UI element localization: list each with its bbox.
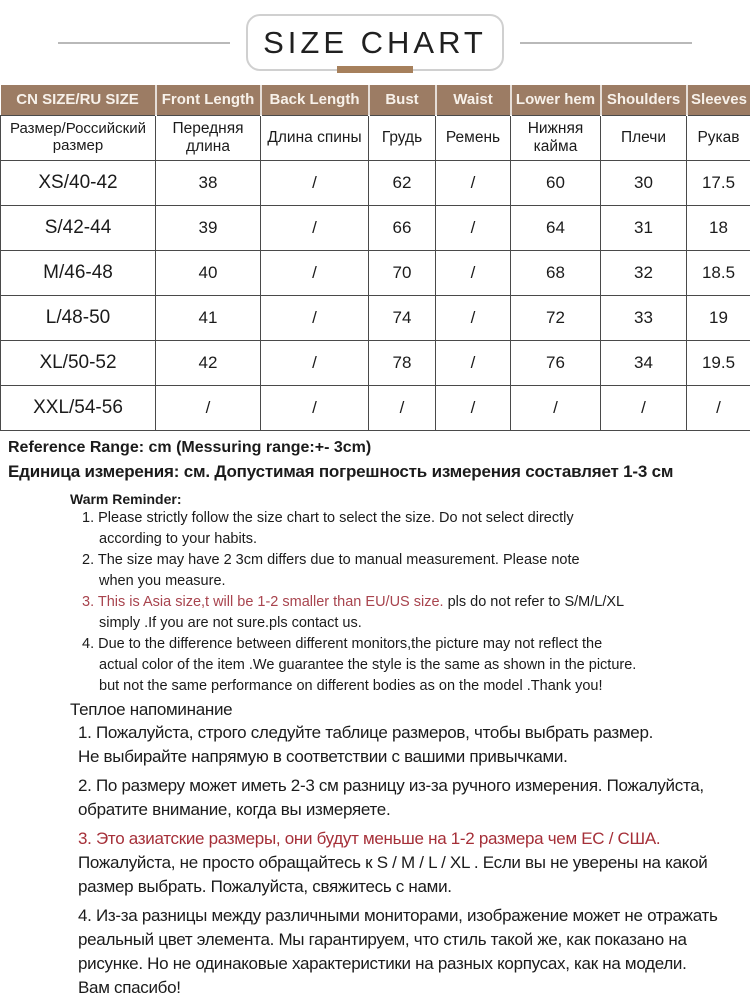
column-header-ru: Нижняя кайма bbox=[511, 115, 601, 160]
column-header-ru: Рукав bbox=[687, 115, 750, 160]
size-cell: L/48-50 bbox=[1, 295, 156, 340]
reminder-line-en: simply .If you are not sure.pls contact us. bbox=[99, 614, 362, 631]
value-cell: 72 bbox=[511, 295, 601, 340]
table-row bbox=[1, 160, 750, 205]
column-header-en: Shoulders bbox=[601, 85, 687, 115]
value-cell: 38 bbox=[156, 160, 261, 205]
value-cell: 34 bbox=[601, 340, 687, 385]
column-header-en: Sleeves bbox=[687, 85, 750, 115]
value-cell: / bbox=[369, 385, 436, 430]
reminder-line-ru: обратите внимание, когда вы измеряете. bbox=[78, 799, 391, 819]
reminder-paragraph-ru bbox=[78, 721, 742, 769]
value-cell: / bbox=[601, 385, 687, 430]
reference-range-ru: Единица измерения: см. Допустимая погрешность измерения составляет 1-3 см bbox=[8, 461, 674, 481]
reminder-paragraph-ru bbox=[78, 827, 742, 899]
size-chart-table bbox=[0, 85, 750, 431]
column-header-en: Back Length bbox=[261, 85, 369, 115]
value-cell: 66 bbox=[369, 205, 436, 250]
size-cell: XXL/54-56 bbox=[1, 385, 156, 430]
reminder-line-en: when you measure. bbox=[99, 572, 226, 589]
title-right-divider bbox=[520, 42, 692, 44]
value-cell: / bbox=[436, 205, 511, 250]
reminder-line-ru: рисунке. Но не одинаковые характеристики на разных корпусах, как на модели. bbox=[78, 953, 687, 973]
column-header-en: Bust bbox=[369, 85, 436, 115]
value-cell: 18.5 bbox=[687, 250, 750, 295]
value-cell: / bbox=[436, 385, 511, 430]
table-head bbox=[1, 85, 750, 160]
reminder-line-en: 3. This is Asia size,t will be 1-2 smaller than EU/US size. pls do not refer to S/M/L/XL bbox=[82, 593, 625, 610]
warm-reminder-list-ru bbox=[78, 721, 742, 1000]
reminder-line-en: 1. Please strictly follow the size chart to select the size. Do not select directly bbox=[82, 509, 574, 526]
value-cell: 19 bbox=[687, 295, 750, 340]
value-cell: / bbox=[436, 250, 511, 295]
column-header-en: Front Length bbox=[156, 85, 261, 115]
value-cell: 33 bbox=[601, 295, 687, 340]
value-cell: 62 bbox=[369, 160, 436, 205]
table-row bbox=[1, 295, 750, 340]
notes-section bbox=[0, 431, 750, 1000]
title-section bbox=[0, 0, 750, 85]
reminder-line-ru: Не выбирайте напрямую в соответствии с вашими привычками. bbox=[78, 746, 568, 766]
title-underline-bar bbox=[337, 66, 413, 73]
warm-reminder-title: Warm Reminder: bbox=[70, 490, 182, 507]
value-cell: 68 bbox=[511, 250, 601, 295]
reminder-line-ru: Вам спасибо! bbox=[78, 977, 181, 997]
reminder-red-text: 3. This is Asia size,t will be 1-2 smaller than EU/US size. bbox=[82, 593, 444, 610]
reminder-line-ru: 3. Это азиатские размеры, они будут меньше на 1-2 размера чем ЕС / США. bbox=[78, 828, 661, 848]
reminder-paragraph-ru bbox=[78, 774, 742, 822]
reminder-line-ru: размер выбрать. Пожалуйста, свяжитесь с нами. bbox=[78, 876, 452, 896]
value-cell: / bbox=[436, 340, 511, 385]
reminder-paragraph-ru bbox=[78, 904, 742, 1000]
warm-reminder-list-en bbox=[82, 508, 742, 697]
value-cell: 32 bbox=[601, 250, 687, 295]
column-header-ru: Грудь bbox=[369, 115, 436, 160]
column-header-en: Lower hem bbox=[511, 85, 601, 115]
table-body bbox=[1, 160, 750, 430]
reminder-line-en: according to your habits. bbox=[99, 530, 257, 547]
reminder-line-en: 2. The size may have 2 3cm differs due to manual measurement. Please note bbox=[82, 551, 580, 568]
value-cell: / bbox=[261, 160, 369, 205]
size-cell: S/42-44 bbox=[1, 205, 156, 250]
value-cell: / bbox=[436, 295, 511, 340]
title-left-divider bbox=[58, 42, 230, 44]
table-row bbox=[1, 250, 750, 295]
value-cell: 30 bbox=[601, 160, 687, 205]
value-cell: / bbox=[261, 205, 369, 250]
value-cell: 60 bbox=[511, 160, 601, 205]
column-header-ru: Длина спины bbox=[261, 115, 369, 160]
value-cell: 19.5 bbox=[687, 340, 750, 385]
size-cell: M/46-48 bbox=[1, 250, 156, 295]
value-cell: / bbox=[156, 385, 261, 430]
column-header-en: Waist bbox=[436, 85, 511, 115]
value-cell: 76 bbox=[511, 340, 601, 385]
value-cell: / bbox=[511, 385, 601, 430]
table-row bbox=[1, 205, 750, 250]
size-cell: XS/40-42 bbox=[1, 160, 156, 205]
table-row bbox=[1, 385, 750, 430]
reminder-line-en: 4. Due to the difference between different monitors,the picture may not reflect the bbox=[82, 635, 603, 652]
reminder-line-ru: 1. Пожалуйста, строго следуйте таблице размеров, чтобы выбрать размер. bbox=[78, 722, 654, 742]
value-cell: 31 bbox=[601, 205, 687, 250]
title-box bbox=[246, 14, 504, 71]
value-cell: 41 bbox=[156, 295, 261, 340]
value-cell: 70 bbox=[369, 250, 436, 295]
value-cell: 40 bbox=[156, 250, 261, 295]
reminder-line-ru: 4. Из-за разницы между различными мониторами, изображение может не отражать bbox=[78, 905, 718, 925]
value-cell: 17.5 bbox=[687, 160, 750, 205]
value-cell: / bbox=[261, 340, 369, 385]
table-row bbox=[1, 340, 750, 385]
size-cell: XL/50-52 bbox=[1, 340, 156, 385]
column-header-ru: Ремень bbox=[436, 115, 511, 160]
warm-reminder-title-ru: Теплое напоминание bbox=[70, 699, 233, 719]
column-header-ru: Размер/Российский размер bbox=[1, 115, 156, 160]
reminder-line-en: but not the same performance on different bodies as on the model .Thank you! bbox=[99, 677, 603, 694]
reminder-line-ru: 2. По размеру может иметь 2-3 см разницу из-за ручного измерения. Пожалуйста, bbox=[78, 775, 704, 795]
reminder-line-en: actual color of the item .We guarantee the style is the same as shown in the picture. bbox=[99, 656, 637, 673]
column-header-ru: Плечи bbox=[601, 115, 687, 160]
value-cell: / bbox=[261, 295, 369, 340]
value-cell: 78 bbox=[369, 340, 436, 385]
table-row bbox=[1, 85, 750, 115]
page-title: SIZE CHART bbox=[263, 24, 487, 60]
reference-range-en: Reference Range: cm (Messuring range:+- 3cm) bbox=[8, 438, 372, 456]
column-header-en: CN SIZE/RU SIZE bbox=[1, 85, 156, 115]
column-header-ru: Передняя длина bbox=[156, 115, 261, 160]
value-cell: 64 bbox=[511, 205, 601, 250]
value-cell: / bbox=[436, 160, 511, 205]
reminder-line-ru: Пожалуйста, не просто обращайтесь к S / M / L / XL . Если вы не уверены на какой bbox=[78, 852, 708, 872]
value-cell: 18 bbox=[687, 205, 750, 250]
value-cell: 74 bbox=[369, 295, 436, 340]
reminder-line-ru: реальный цвет элемента. Мы гарантируем, что стиль такой же, как показано на bbox=[78, 929, 687, 949]
value-cell: 39 bbox=[156, 205, 261, 250]
table-row bbox=[1, 115, 750, 160]
value-cell: / bbox=[687, 385, 750, 430]
value-cell: / bbox=[261, 385, 369, 430]
value-cell: 42 bbox=[156, 340, 261, 385]
value-cell: / bbox=[261, 250, 369, 295]
